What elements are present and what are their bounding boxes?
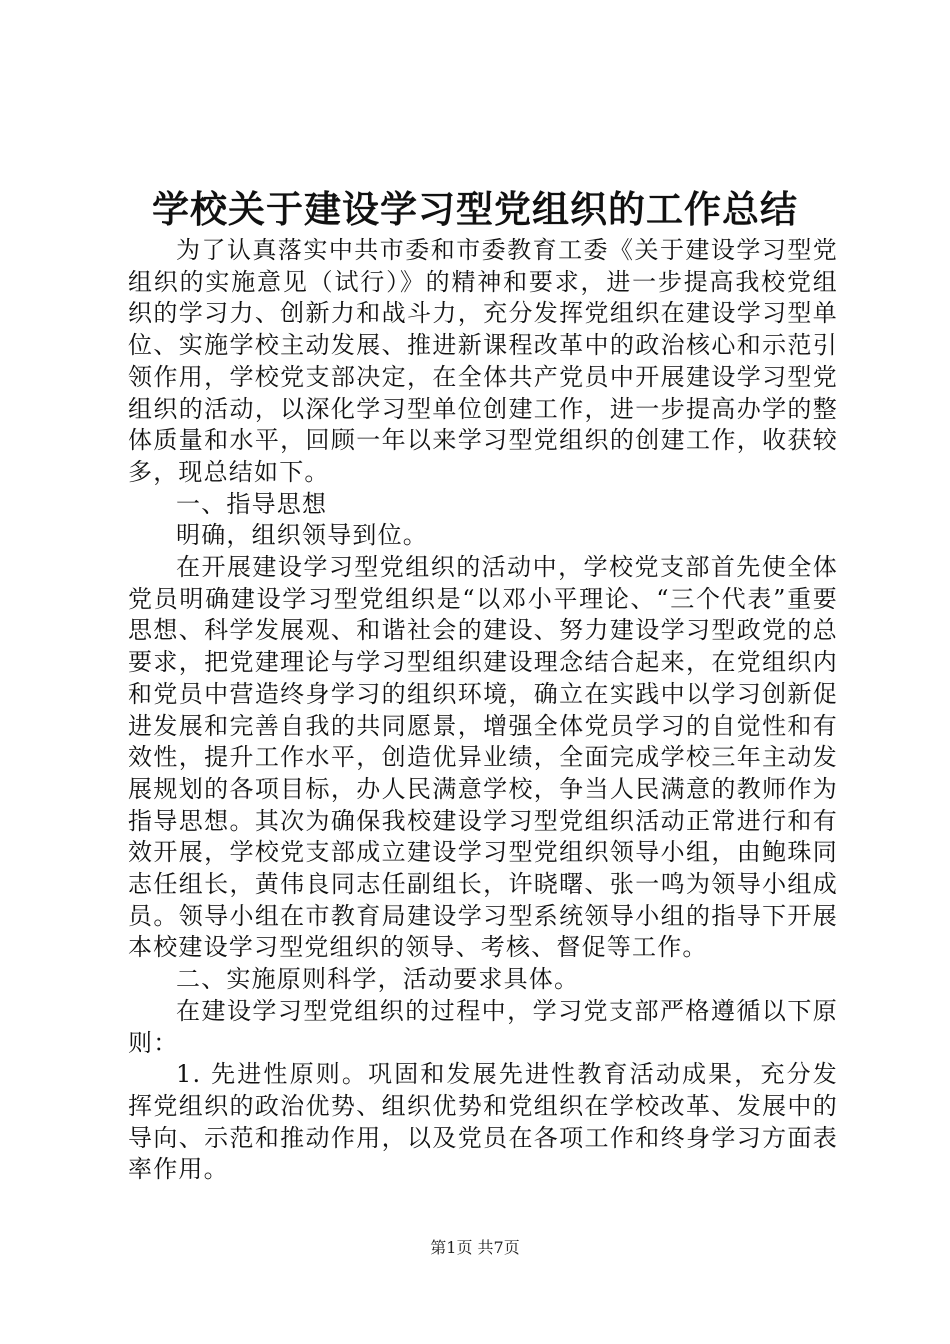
document-body xyxy=(128,235,838,1186)
paragraph-guiding-ideology: 在开展建设学习型党组织的活动中，学校党支部首先使全体党员明确建设学习型党组织是“以邓小平理论、“三个代表”重要思想、科学发展观、和谐社会的建设、努力建设学习型政党的总要求，把党建理论与学习型组织建设理念结合起来，在党组织内和党员中营造终身学习的组织环境，确立在实践中以学习创新促进发展和完善自我的共同愿景，增强全体党员学习的自觉性和有效性，提升工作水平，创造优异业绩，全面完成学校三年主动发展规划的各项目标，办人民满意学校，争当人民满意的教师作为指导思想。其次为确保我校建设学习型党组织活动正常进行和有效开展，学校党支部成立建设学习型党组织领导小组，由鲍珠同志任组长，黄伟良同志任副组长，许晓曙、张一鸣为领导小组成员。领导小组在市教育局建设学习型系统领导小组的指导下开展本校建设学习型党组织的领导、考核、督促等工作。 xyxy=(128,553,838,962)
paragraph-subheading: 明确，组织领导到位。 xyxy=(176,521,428,550)
page-number-footer: 第1页 共7页 xyxy=(430,1238,520,1257)
paragraph-principles-intro: 在建设学习型党组织的过程中，学习党支部严格遵循以下原则： xyxy=(128,996,838,1057)
paragraph-principle-1: 1. 先进性原则。巩固和发展先进性教育活动成果，充分发挥党组织的政治优势、组织优势和党组织在学校改革、发展中的导向、示范和推动作用，以及党员在各项工作和终身学习方面表率作用。 xyxy=(128,1060,838,1184)
paragraph-intro: 为了认真落实中共市委和市委教育工委《关于建设学习型党组织的实施意见（试行）》的精神和要求，进一步提高我校党组织的学习力、创新力和战斗力，充分发挥党组织在建设学习型单位、实施学校主动发展、推进新课程改革中的政治核心和示范引领作用，学校党支部决定，在全体共产党员中开展建设学习型党组织的活动，以深化学习型单位创建工作，进一步提高办学的整体质量和水平，回顾一年以来学习型党组织的创建工作，收获较多，现总结如下。 xyxy=(128,236,838,486)
section-heading-1: 一、指导思想 xyxy=(176,489,328,518)
section-heading-2: 二、实施原则科学，活动要求具体。 xyxy=(176,965,580,994)
document-title: 学校关于建设学习型党组织的工作总结 xyxy=(152,188,798,231)
